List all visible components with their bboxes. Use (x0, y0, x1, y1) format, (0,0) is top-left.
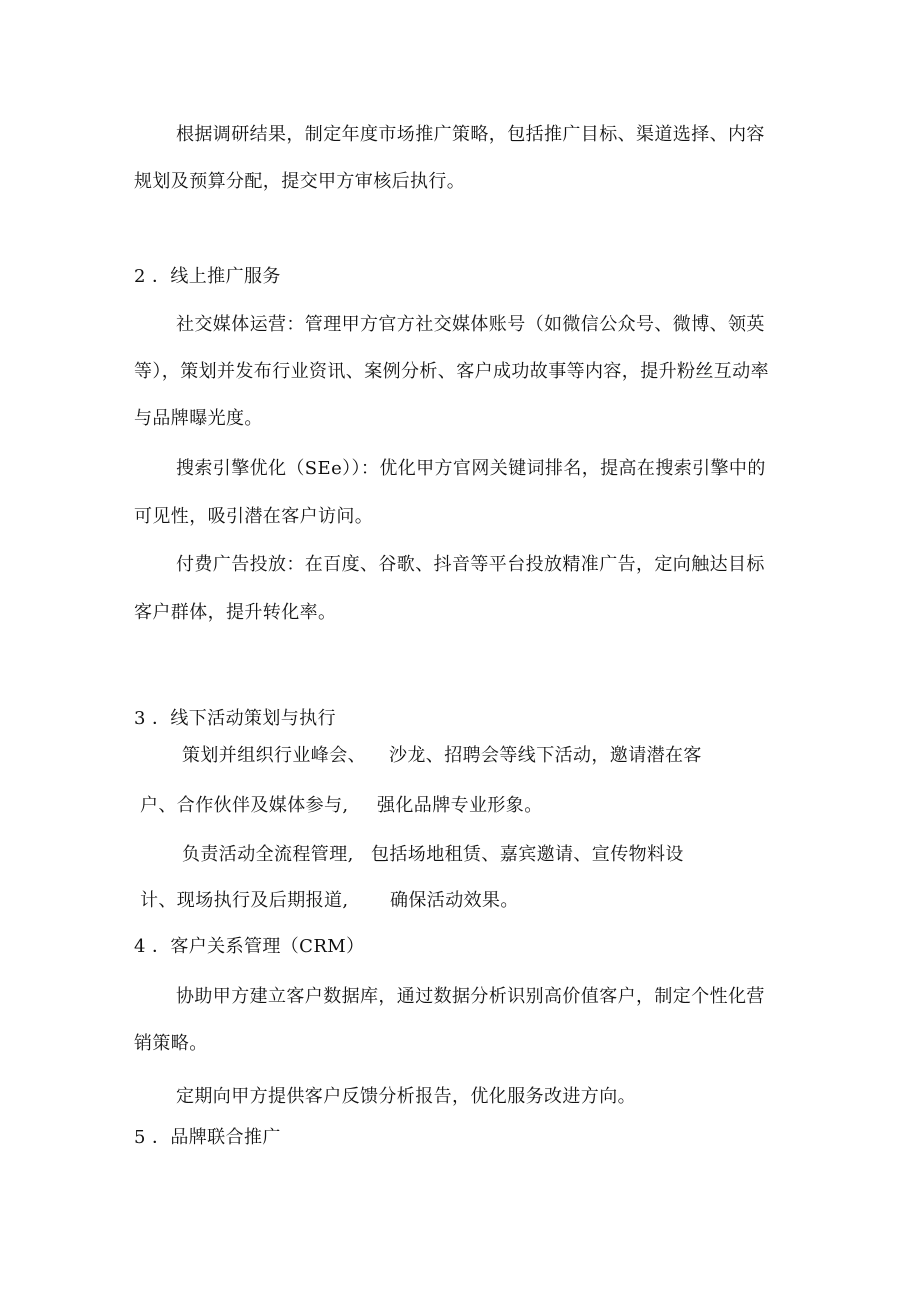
intro-line-2: 规划及预算分配，提交甲方审核后执行。 (134, 171, 466, 192)
section-4-heading: 4 ．客户关系管理（CRM） (134, 936, 365, 957)
section-5-heading: 5 ．品牌联合推广 (134, 1127, 281, 1148)
crm-p1-line-2: 销策略。 (134, 1033, 208, 1054)
offline-p1-part-c: 户、合作伙伴及媒体参与, (140, 795, 349, 816)
ads-line-1: 付费广告投放：在百度、谷歌、抖音等平台投放精准广告，定向触达目标 (176, 554, 765, 575)
ads-line-2: 客户群体，提升转化率。 (134, 602, 337, 623)
section-2-heading: 2 ．线上推广服务 (134, 266, 281, 287)
section-3-heading: 3 ．线下活动策划与执行 (134, 708, 336, 729)
seo-line-1: 搜索引擎优化（SEe））：优化甲方官网关键词排名，提高在搜索引擎中的 (176, 458, 766, 479)
crm-p2-line-1: 定期向甲方提供客户反馈分析报告，优化服务改进方向。 (176, 1086, 636, 1107)
social-media-line-3: 与品牌曝光度。 (134, 408, 263, 429)
offline-p2-part-a: 负责活动全流程管理, (182, 844, 354, 865)
offline-p1-part-a: 策划并组织行业峰会、 (182, 745, 366, 766)
seo-line-2: 可见性，吸引潜在客户访问。 (134, 506, 374, 527)
offline-p2-part-d: 确保活动效果。 (390, 890, 519, 911)
social-media-line-1: 社交媒体运营：管理甲方官方社交媒体账号（如微信公众号、微博、领英 (176, 314, 765, 335)
offline-p1-part-d: 强化品牌专业形象。 (377, 795, 543, 816)
offline-p2-part-b: 包括场地租赁、嘉宾邀请、宣传物料设 (371, 844, 684, 865)
offline-p1-part-b: 沙龙、招聘会等线下活动，邀请潜在客 (389, 745, 702, 766)
crm-p1-line-1: 协助甲方建立客户数据库，通过数据分析识别高价值客户，制定个性化营 (176, 986, 765, 1007)
social-media-line-2: 等），策划并发布行业资讯、案例分析、客户成功故事等内容，提升粉丝互动率 (134, 361, 769, 382)
intro-line-1: 根据调研结果，制定年度市场推广策略，包括推广目标、渠道选择、内容 (176, 124, 765, 145)
offline-p2-part-c: 计、现场执行及后期报道, (140, 890, 349, 911)
